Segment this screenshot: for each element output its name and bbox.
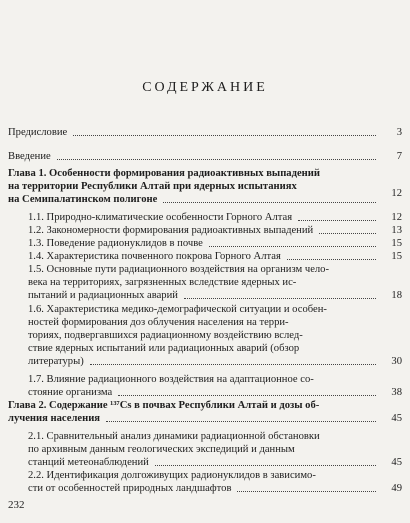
toc-page-number: 12 [391,212,402,223]
toc-page-number: 3 [396,127,402,138]
toc-entry-line: 1.3. Поведение радионуклидов в почве [28,238,203,249]
toc-page-number: 15 [391,238,402,249]
leader-dots [155,465,376,466]
leader-dots [163,202,376,203]
leader-dots [287,259,376,260]
toc-entry-line: ностей формирования доз облучения населения на терри- [28,317,289,328]
toc-page-number: 7 [396,151,402,162]
leader-dots [184,298,376,299]
leader-dots [319,233,376,234]
toc-page-number: 15 [391,251,402,262]
toc-entry-line: 1.7. Влияние радиационного воздействия на адаптационное со- [28,374,314,385]
leader-dots [118,395,376,396]
toc-entry-line: 1.1. Природно-климатические особенности Горного Алтая [28,212,293,223]
toc-entry-line: сти от особенностей природных ландшафтов [28,483,232,494]
leader-dots [90,364,376,365]
toc-entry-line: 1.4. Характеристика почвенного покрова Горного Алтая [28,251,281,262]
toc-page-number: 49 [391,483,402,494]
toc-entry-line: ториях, подвергавшихся радиационному воздействию вслед- [28,330,303,341]
leader-dots [57,159,376,160]
leader-dots [209,246,376,247]
toc-entry-line: ствие ядерных испытаний или радиационных аварий (обзор [28,343,300,354]
toc-entry-line: на Семипалатинском полигоне [8,194,158,205]
toc-page-number: 18 [391,290,402,301]
toc-page-number: 12 [391,188,402,199]
page-title: СОДЕРЖАНИЕ [142,80,268,95]
toc-entry-line: на территории Республики Алтай при ядерных испытаниях [8,181,297,192]
toc-entry-line: Глава 2. Содержание ¹³⁷Cs в почвах Республики Алтай и дозы об- [8,400,320,411]
toc-entry-line: Предисловие [8,127,68,138]
toc-entry-line: станций метеонаблюдений [28,457,149,468]
toc-entry-line: литературы) [28,356,84,367]
toc-page-number: 13 [391,225,402,236]
toc-entry-line: века на территориях, загрязненных вследствие ядерных ис- [28,277,297,288]
toc-page-number: 45 [391,457,402,468]
toc-page-number: 38 [391,387,402,398]
toc-entry-line: по архивным данным геологических экспедиций и данным [28,444,295,455]
toc-entry-line: стояние организма [28,387,113,398]
toc-entry-line: Введение [8,151,51,162]
toc-entry-line: 1.5. Основные пути радиационного воздействия на организм чело- [28,264,330,275]
toc-entry-line: Глава 1. Особенности формирования радиоактивных выпадений [8,168,320,179]
leader-dots [73,135,376,136]
toc-entry-line: 2.1. Сравнительный анализ динамики радиационной обстановки [28,431,320,442]
toc-entry-line: 1.6. Характеристика медико-демографической ситуации и особен- [28,304,327,315]
leader-dots [298,220,376,221]
toc-entry-line: пытаний и радиационных аварий [28,290,178,301]
leader-dots [237,491,376,492]
toc-page-number: 30 [391,356,402,367]
toc-entry-line: 2.2. Идентификация долгоживущих радионуклидов в зависимо- [28,470,316,481]
toc-entry-line: 1.2. Закономерности формирования радиоактивных выпадений [28,225,314,236]
leader-dots [106,421,376,422]
toc-entry-line: лучения населения [8,413,101,424]
page-number: 232 [8,499,25,511]
toc-page-number: 45 [391,413,402,424]
